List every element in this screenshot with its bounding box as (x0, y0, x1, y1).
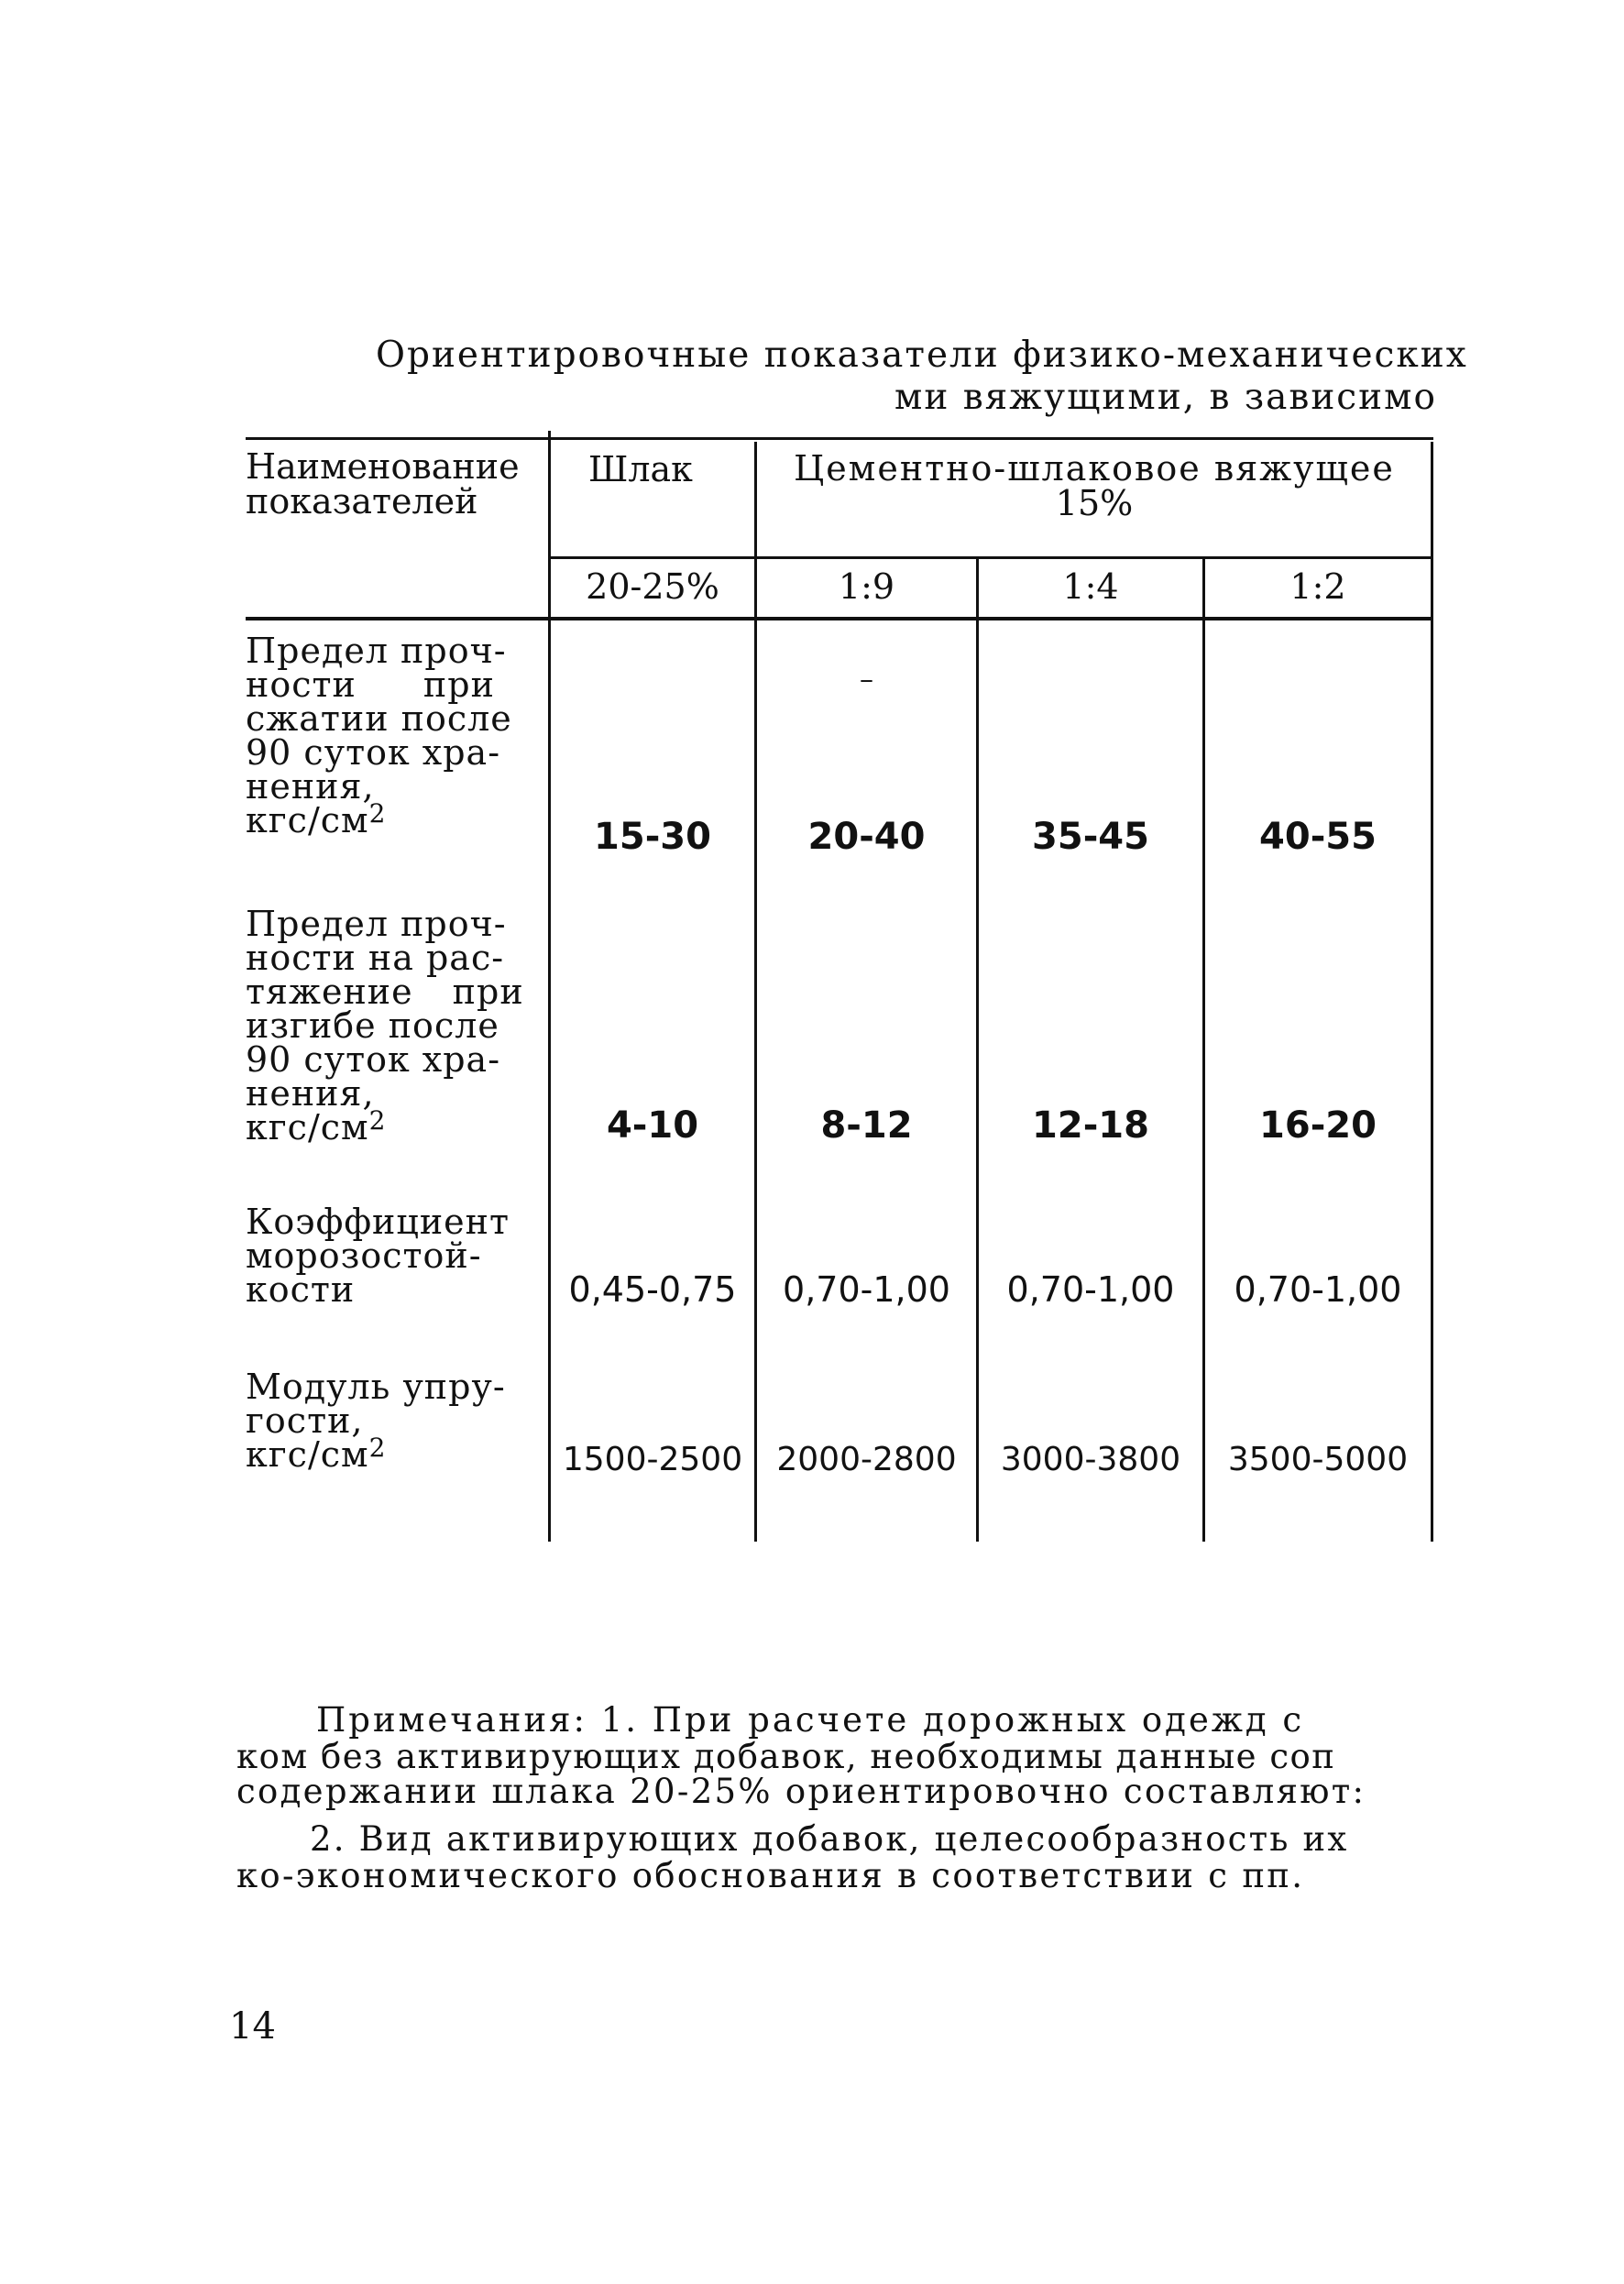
row-1-top-dash: – (860, 664, 873, 696)
col-divider-5 (1431, 442, 1433, 1542)
row-4-unit-text: кгс/см (246, 1434, 369, 1475)
row-2-label-line: ности на рас- (246, 938, 505, 978)
header-cement-group-line-2: 15% (1055, 483, 1134, 523)
row-4-label-line: гости, (246, 1400, 364, 1441)
subheader-ratio-1-2: 1:2 (1289, 566, 1346, 607)
row-1-label-line: 90 суток хра- (246, 732, 501, 773)
page-number: 14 (229, 2005, 276, 2048)
row-2-label-line: тяжение при (246, 972, 524, 1012)
row-3-label-line: морозостой- (246, 1235, 482, 1276)
header-cement-group (757, 448, 1432, 523)
notes-line-2: ком без активирующих добавок, необходимы данные соп (236, 1737, 1336, 1776)
table-top-rule (246, 437, 1433, 440)
row-flexural-strength-label (246, 904, 541, 1147)
row-1-value-1-4: 35-45 (1032, 816, 1149, 858)
row-1-label-line: нения, (246, 766, 375, 807)
subheader-ratio-1-4: 1:4 (1062, 566, 1119, 607)
header-name-column (246, 446, 520, 522)
notes-line-5: ко-экономического обоснования в соответствии с пп. (236, 1856, 1305, 1895)
row-3-value-slag: 0,45-0,75 (568, 1269, 737, 1310)
row-1-unit-sup: 2 (368, 798, 387, 829)
row-elastic-modulus-label (246, 1367, 541, 1475)
row-2-value-1-2: 16-20 (1259, 1104, 1377, 1147)
subheader-slag-content: 20-25% (586, 566, 719, 607)
header-bottom-rule (246, 617, 1433, 620)
row-1-value-slag: 15-30 (594, 816, 711, 858)
table-title-line-2: ми вяжущими, в зависимо (894, 377, 1437, 418)
notes-line-4: 2. Вид активирующих добавок, целесообразность их (310, 1819, 1349, 1859)
row-1-label-line: ности при (246, 664, 495, 705)
subheader-top-rule (550, 556, 1433, 559)
row-1-value-1-2: 40-55 (1259, 816, 1377, 858)
header-name-line-1: Наименование (246, 446, 520, 487)
row-2-unit (246, 1105, 541, 1147)
col-divider-2 (754, 442, 757, 1542)
row-4-value-slag: 1500-2500 (562, 1441, 743, 1478)
row-3-value-1-4: 0,70-1,00 (1006, 1269, 1175, 1310)
row-4-value-1-4: 3000-3800 (1000, 1441, 1181, 1478)
subheader-ratio-1-9: 1:9 (838, 566, 895, 607)
row-2-value-slag: 4-10 (606, 1104, 699, 1147)
row-4-unit-sup: 2 (368, 1433, 387, 1463)
row-2-label-line: нения, (246, 1073, 375, 1114)
row-2-label-line: Предел проч- (246, 904, 507, 944)
row-4-unit (246, 1433, 541, 1475)
row-3-value-1-2: 0,70-1,00 (1234, 1269, 1402, 1310)
row-4-value-1-9: 2000-2800 (776, 1441, 957, 1478)
row-4-label-line: Модуль упру- (246, 1367, 506, 1407)
row-2-label-line: 90 суток хра- (246, 1039, 501, 1080)
row-2-unit-sup: 2 (368, 1105, 387, 1136)
row-4-value-1-2: 3500-5000 (1227, 1441, 1409, 1478)
notes-line-1: Примечания: 1. При расчете дорожных одежд с (316, 1700, 1305, 1740)
row-1-label-line: сжатии после (246, 698, 512, 739)
col-divider-4 (1202, 558, 1205, 1542)
row-1-label-line: Предел проч- (246, 631, 507, 671)
row-2-unit-text: кгс/см (246, 1107, 369, 1147)
row-1-unit (246, 798, 541, 840)
row-3-value-1-9: 0,70-1,00 (783, 1269, 950, 1310)
row-1-value-1-9: 20-40 (807, 816, 926, 858)
col-divider-3 (976, 558, 979, 1542)
row-frost-resistance-label (246, 1202, 541, 1310)
header-cement-group-line-1: Цементно-шлаковое вяжущее (794, 448, 1395, 489)
row-2-label-line: изгибе после (246, 1005, 499, 1046)
notes-line-3: содержании шлака 20-25% ориентировочно составляют: (236, 1772, 1366, 1811)
row-3-label-line: кости (246, 1269, 356, 1310)
header-name-line-2: показателей (246, 481, 478, 522)
row-1-unit-text: кгс/см (246, 800, 369, 840)
row-compressive-strength-label (246, 631, 541, 840)
table-title-line-1: Ориентировочные показатели физико-механических (376, 335, 1468, 376)
row-2-value-1-9: 8-12 (820, 1104, 913, 1147)
row-2-value-1-4: 12-18 (1032, 1104, 1149, 1147)
header-slag: Шлак (588, 449, 693, 489)
row-3-label-line: Коэффициент (246, 1202, 510, 1242)
